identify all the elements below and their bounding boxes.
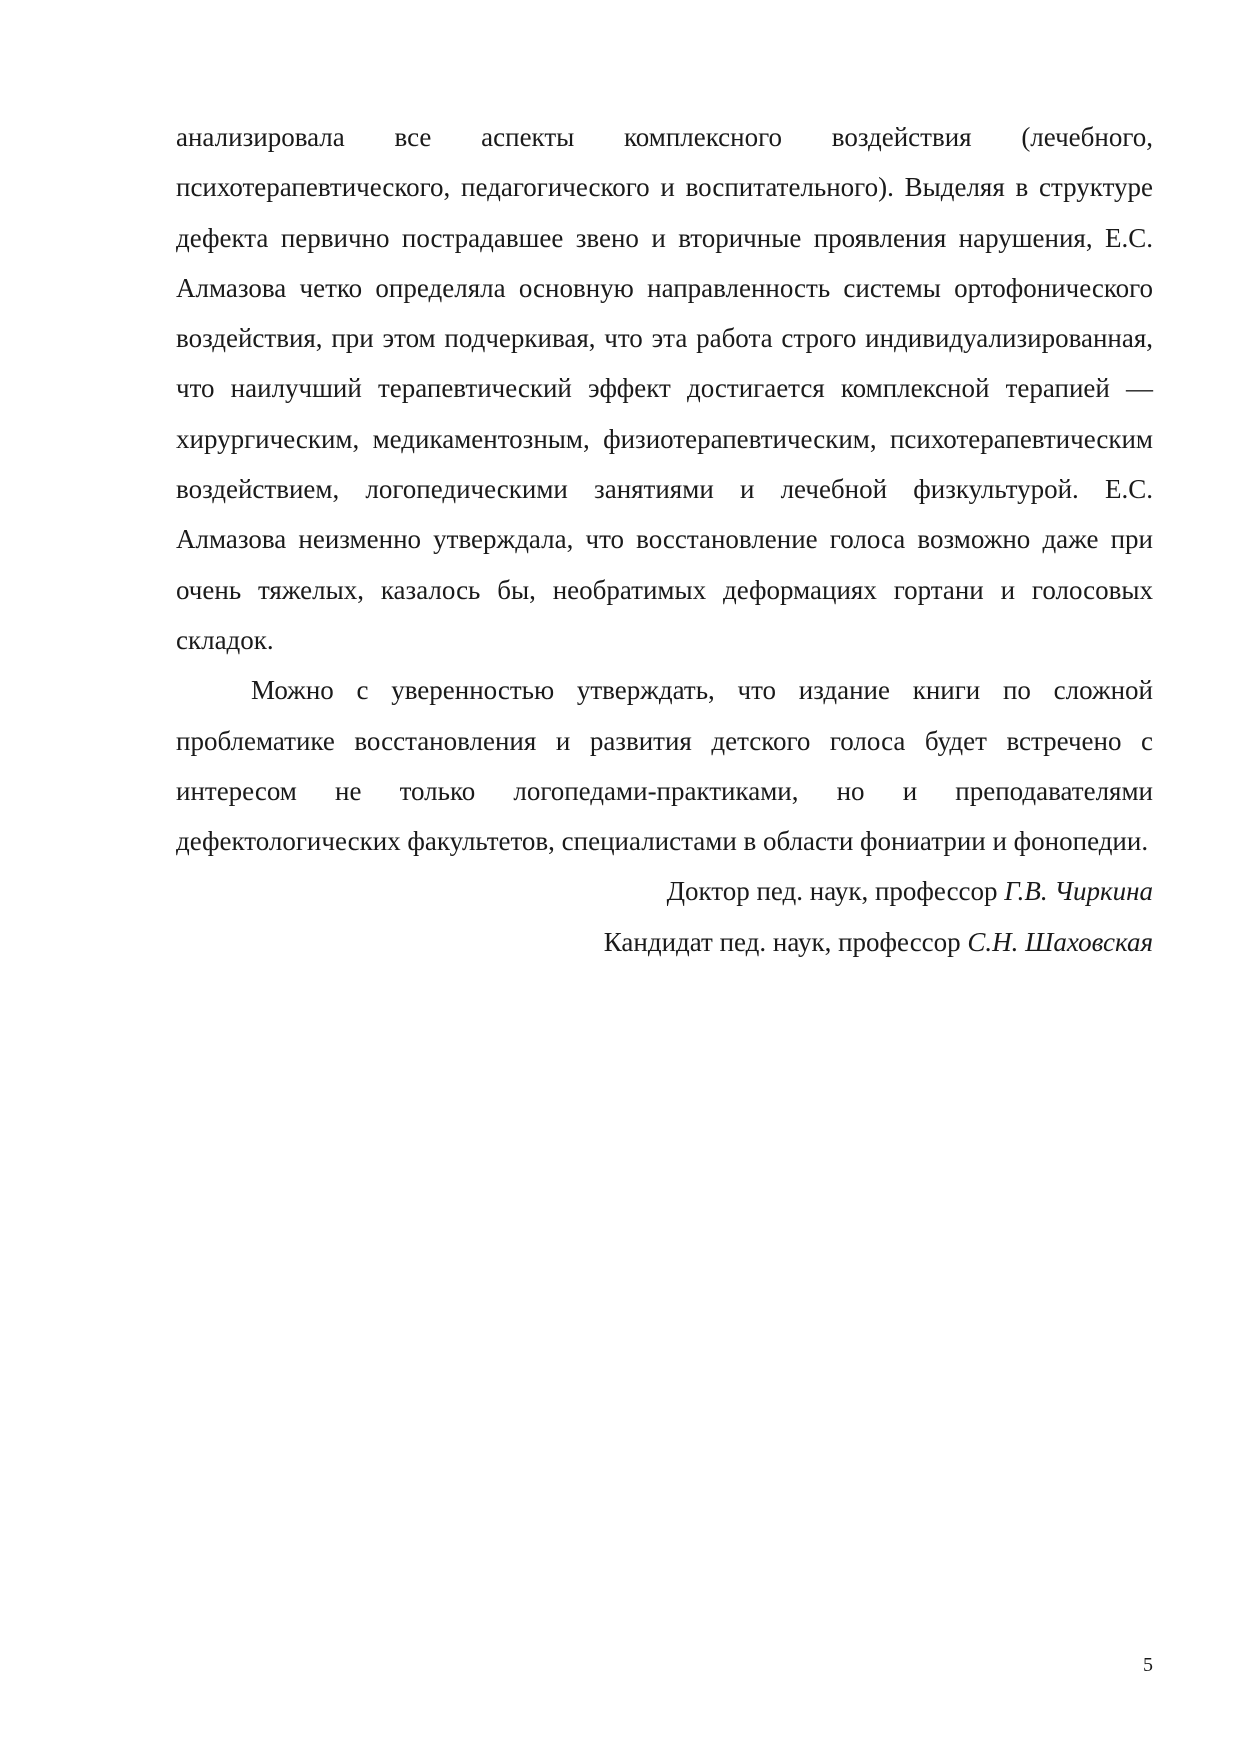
- paragraph-continuation: анализировала все аспекты комплексного воздействия (лечебного, психотерапевтического, педагогического и воспитательного). Выделяя в структуре дефекта первично пострадавшее звено и вторичные проявления нарушения, Е.С. Алмазова четко определяла основную направленность системы ортофонического воздействия, при этом подчеркивая, что эта работа строго индивидуализированная, что наилучший терапевтический эффект достигается комплексной терапией — хирургическим, медикаментозным, физиотерапевтическим, психотерапевтическим воздействием, логопедическими занятиями и лечебной физкультурой. Е.С. Алмазова неизменно утверждала, что восстановление голоса возможно даже при очень тяжелых, казалось бы, необратимых деформациях гортани и голосовых складок.: [176, 122, 1153, 655]
- signature-name: С.Н. Шаховская: [967, 926, 1153, 957]
- signature-title: Доктор пед. наук, профессор: [666, 876, 998, 907]
- signature-line: [176, 917, 1153, 967]
- signature-block: [176, 866, 1153, 967]
- signature-name: Г.В. Чиркина: [1004, 876, 1153, 907]
- page-number: 5: [1143, 1654, 1153, 1676]
- signature-line: [176, 866, 1153, 916]
- body-text: [176, 112, 1153, 967]
- signature-title: Кандидат пед. наук, профессор: [603, 926, 961, 957]
- paragraph-conclusion: Можно с уверенностью утверждать, что издание книги по сложной проблематике восстановления и развития детского голоса будет встречено с интересом не только логопедами-практиками, но и преподавателями дефектологических факультетов, специалистами в области фониатрии и фонопедии.: [176, 675, 1153, 857]
